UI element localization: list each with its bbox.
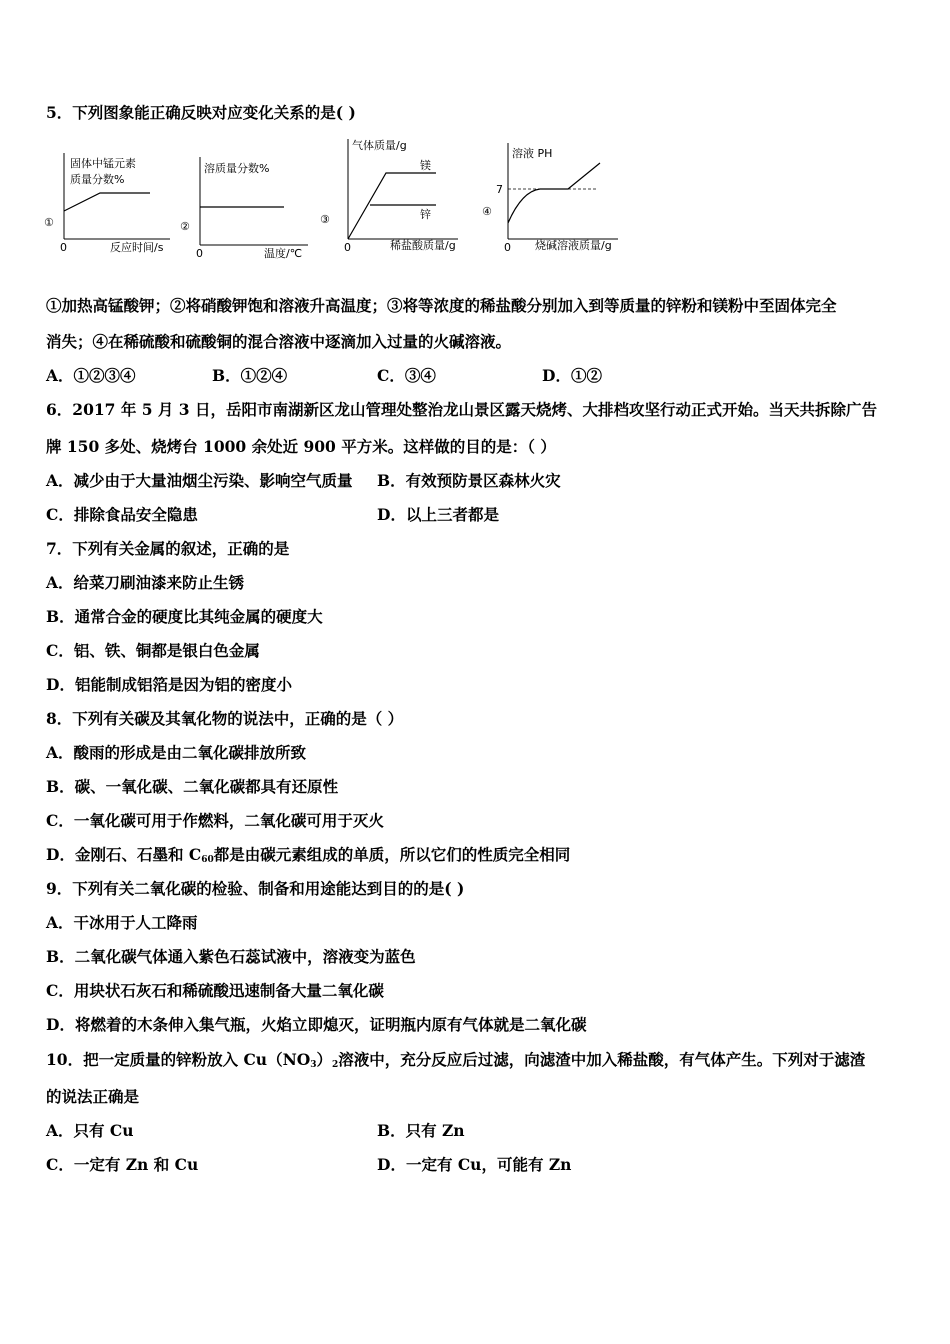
q10-stem-line2: 的说法正确是 [46,1087,140,1106]
q9-stem: 9．下列有关二氧化碳的检验、制备和用途能达到目的的是( ) [46,879,465,898]
q8-option-c: C．一氧化碳可用于作燃料，二氧化碳可用于灭火 [46,811,384,830]
q5-desc-line1: ①加热高锰酸钾；②将硝酸钾饱和溶液升高温度；③将等浓度的稀盐酸分别加入到等质量的锌粉和镁粉中至固体完全 [46,296,837,315]
q8-option-b: B．碳、一氧化碳、二氧化碳都具有还原性 [46,777,339,796]
q10-option-a: A．只有 Cu [46,1121,134,1140]
graph-1-origin: 0 [60,241,67,254]
q8-option-d [46,845,570,870]
q10-stem-line1 [46,1050,865,1075]
q7-stem: 7．下列有关金属的叙述，正确的是 [46,539,290,558]
q9-option-b: B．二氧化碳气体通入紫色石蕊试液中，溶液变为蓝色 [46,947,416,966]
q6-stem-line1: 6．2017 年 5 月 3 日，岳阳市南湖新区龙山管理处整治龙山景区露天烧烤、大排档攻坚行动正式开始。当天共拆除广告 [46,400,877,419]
q6-option-b: B．有效预防景区森林火灾 [377,471,561,490]
q8-stem: 8．下列有关碳及其氧化物的说法中，正确的是（ ） [46,709,404,728]
graph-3-label-zn: 锌 [420,208,431,221]
graph-2 [180,157,308,260]
graph-4-number: ④ [482,205,492,218]
q10-stem-sub2: 2 [332,1060,339,1070]
q5-option-c: C．③④ [377,366,436,385]
graph-3-number: ③ [320,213,330,226]
graph-1 [44,153,170,254]
graph-4-ylabel: 溶液 PH [512,147,553,160]
q9-option-d: D．将燃着的木条伸入集气瓶，火焰立即熄灭，证明瓶内原有气体就是二氧化碳 [46,1015,587,1034]
q10-option-c: C．一定有 Zn 和 Cu [46,1155,199,1174]
q5-stem: 5．下列图象能正确反映对应变化关系的是( ) [46,103,356,122]
q8-option-d-pre: D．金刚石、石墨和 C [46,845,202,864]
q10-stem-post: 溶液中，充分反应后过滤，向滤渣中加入稀盐酸，有气体产生。下列对于滤渣 [338,1050,866,1069]
q5-graphs [40,133,640,263]
q5-option-b: B．①②④ [212,366,288,385]
q5-graph-figure [40,133,640,263]
graph-2-xlabel: 温度/℃ [264,247,303,260]
graph-1-xlabel: 反应时间/s [110,241,164,254]
q6-option-d: D．以上三者都是 [377,505,499,524]
graph-3-label-mg: 镁 [420,159,431,172]
q6-option-c: C．排除食品安全隐患 [46,505,198,524]
graph-4 [482,143,618,254]
q7-option-c: C．铝、铁、铜都是银白色金属 [46,641,260,660]
q8-option-d-sub: 60 [201,855,214,865]
q6-stem-line2: 牌 150 多处、烧烤台 1000 余处近 900 平方米。这样做的目的是：（ ） [46,437,556,456]
graph-4-tick-7: 7 [496,183,503,196]
graph-3-origin: 0 [344,241,351,254]
q7-option-a: A．给菜刀刷油漆来防止生锈 [46,573,245,592]
q9-option-a: A．干冰用于人工降雨 [46,913,198,932]
q10-option-b: B．只有 Zn [377,1121,465,1140]
q6-option-a: A．减少由于大量油烟尘污染、影响空气质量 [46,471,353,490]
graph-2-ylabel: 溶质量分数% [204,162,270,175]
graph-1-curve [64,193,150,211]
graph-4-origin: 0 [504,241,511,254]
graph-3-ylabel: 气体质量/g [352,139,407,152]
q10-stem-pre: 10．把一定质量的锌粉放入 Cu（NO [46,1050,311,1069]
graph-1-ylabel-line2: 质量分数% [70,173,125,186]
q5-option-d: D．①② [542,366,602,385]
q7-option-d: D．铝能制成铝箔是因为铝的密度小 [46,675,292,694]
graph-3 [320,138,458,254]
q5-option-a: A．①②③④ [46,366,136,385]
graph-3-xlabel: 稀盐酸质量/g [390,239,456,252]
q8-option-d-post: 都是由碳元素组成的单质，所以它们的性质完全相同 [213,845,571,864]
graph-1-number: ① [44,216,54,229]
q5-desc-line2: 消失；④在稀硫酸和硫酸铜的混合溶液中逐滴加入过量的火碱溶液。 [46,332,512,351]
graph-2-origin: 0 [196,247,203,260]
graph-4-curve [508,163,600,223]
graph-2-number: ② [180,220,190,233]
q10-option-d: D．一定有 Cu，可能有 Zn [377,1155,572,1174]
q10-stem-mid: ） [316,1050,333,1069]
q7-option-b: B．通常合金的硬度比其纯金属的硬度大 [46,607,323,626]
q10-stem-sub1: 3 [310,1060,317,1070]
q9-option-c: C．用块状石灰石和稀硫酸迅速制备大量二氧化碳 [46,981,384,1000]
q8-option-a: A．酸雨的形成是由二氧化碳排放所致 [46,743,307,762]
graph-1-ylabel-line1: 固体中锰元素 [70,157,136,170]
graph-4-xlabel: 烧碱溶液质量/g [535,239,612,252]
graph-3-curve-mg [348,173,436,239]
